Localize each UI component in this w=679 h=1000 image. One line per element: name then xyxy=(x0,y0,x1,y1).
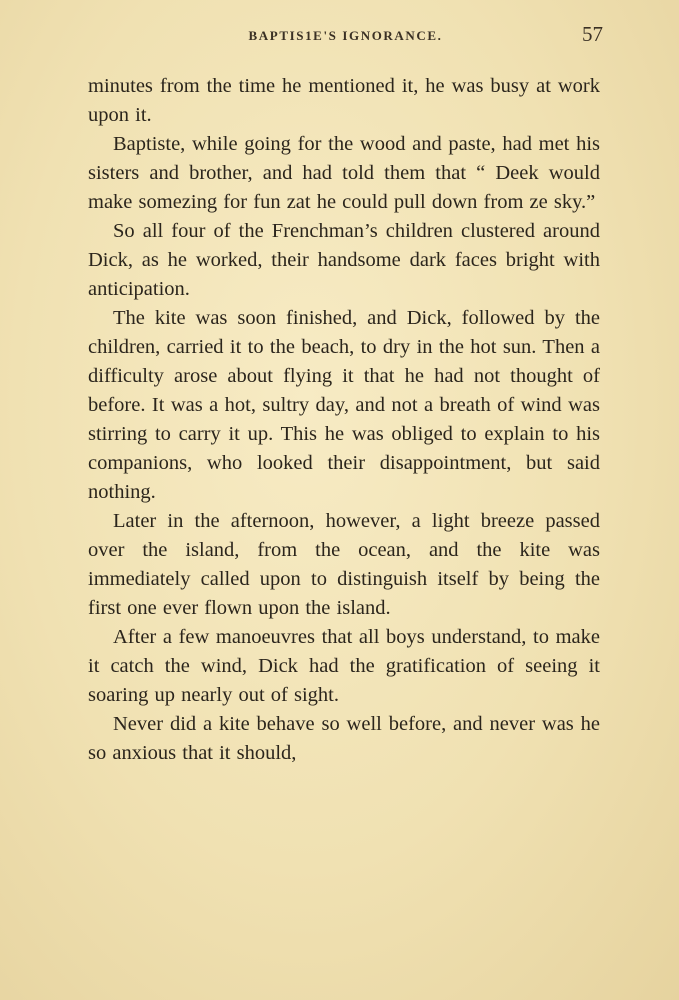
paragraph: Later in the afternoon, however, a light breeze passed over the island, from the ocean, and the kite was immediately called upon to distinguish itself by being the first one ever flown upon the island. xyxy=(88,510,600,619)
paragraph: So all four of the Frenchman’s children clustered around Dick, as he worked, their handsome dark faces bright with anticipation. xyxy=(88,220,600,300)
paragraph-continuation: minutes from the time he mentioned it, he was busy at work upon it. xyxy=(88,75,600,126)
page-number: 57 xyxy=(582,22,603,46)
running-header xyxy=(88,20,603,50)
paragraph: The kite was soon finished, and Dick, followed by the children, carried it to the beach, to dry in the hot sun. Then a difficulty arose about flying it that he had not thought of before. It was a hot, sultry day, and not a breath of wind was stirring to carry it up. This he was obliged to explain to his companions, who looked their disappointment, but said nothing. xyxy=(88,307,600,503)
running-title: BAPTIS1E'S IGNORANCE. xyxy=(248,28,443,43)
paragraph: Baptiste, while going for the wood and paste, had met his sisters and brother, and had told them that “ Deek would make somezing for fun zat he could pull down from ze sky.” xyxy=(88,133,600,213)
paragraph: Never did a kite behave so well before, and never was he so anxious that it should, xyxy=(88,713,600,764)
body-text xyxy=(88,72,600,768)
paragraph: After a few manoeuvres that all boys understand, to make it catch the wind, Dick had the gratification of seeing it soaring up nearly out of sight. xyxy=(88,626,600,706)
